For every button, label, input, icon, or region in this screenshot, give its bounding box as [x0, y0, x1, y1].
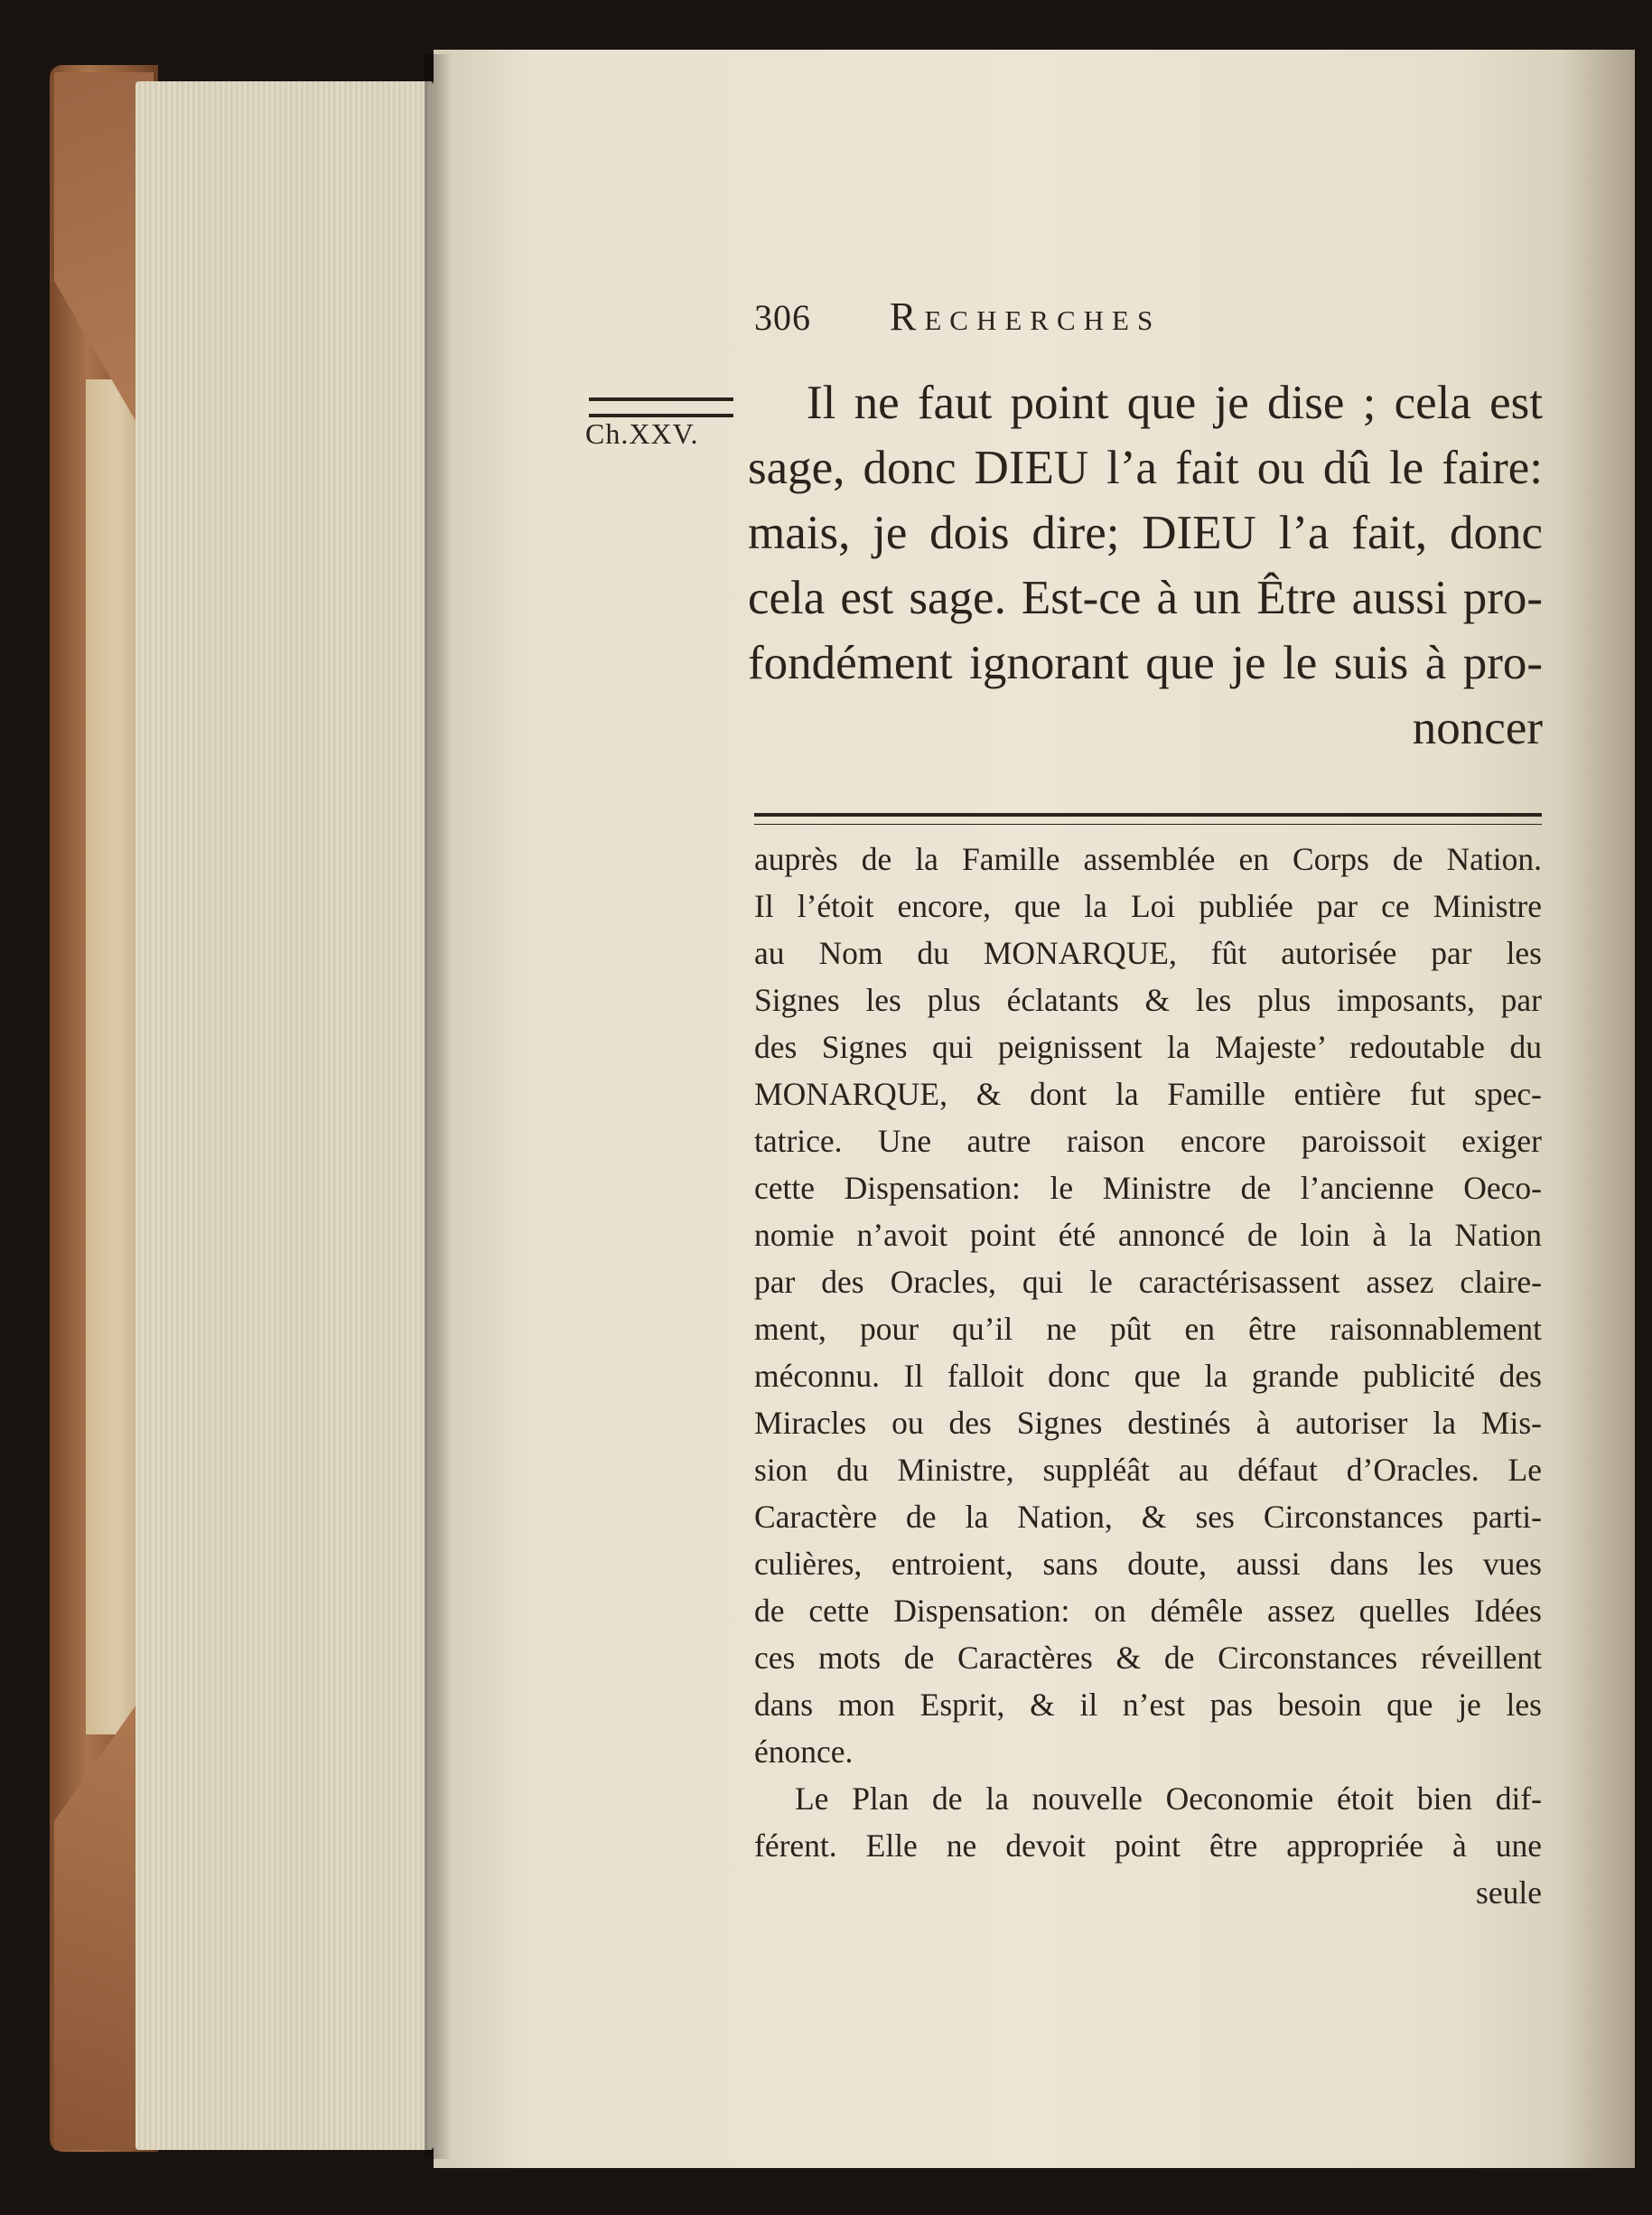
- running-head: [754, 294, 1386, 348]
- footnote-line: sion du Ministre, suppléât au défaut d’Oracles. Le: [754, 1452, 1542, 1488]
- footnote-line: tatrice. Une autre raison encore paroissoit exiger: [754, 1123, 1542, 1159]
- footnote-line: Miracles ou des Signes destinés à autoriser la Mis-: [754, 1405, 1542, 1441]
- footnote-line: nomie n’avoit point été annoncé de loin à la Nation: [754, 1217, 1542, 1253]
- gutter-shadow: [425, 54, 452, 2159]
- footnote-line: Il l’étoit encore, que la Loi publiée par ce Ministre: [754, 888, 1542, 924]
- page-shade: [1563, 50, 1635, 2168]
- footnote-catchword: seule: [1476, 1874, 1542, 1911]
- running-title: Recherches: [890, 294, 1162, 339]
- footnote-line: des Signes qui peignissent la Majeste’ redoutable du: [754, 1029, 1542, 1065]
- main-text: [748, 370, 1543, 761]
- footnote-line: MONARQUE, & dont la Famille entière fut spec-: [754, 1076, 1542, 1112]
- main-text-line: cela est sage. Est-ce à un Être aussi pro-: [748, 572, 1543, 624]
- footnote-line: Le Plan de la nouvelle Oeconomie étoit bien dif-: [795, 1780, 1542, 1817]
- footnote-line: ment, pour qu’il ne pût en être raisonnablement: [754, 1311, 1542, 1347]
- footnote-line: ces mots de Caractères & de Circonstances réveillent: [754, 1640, 1542, 1676]
- footnote-line: méconnu. Il falloit donc que la grande publicité des: [754, 1358, 1542, 1394]
- page-number: 306: [754, 297, 811, 338]
- footnote-line: par des Oracles, qui le caractérisassent assez claire-: [754, 1264, 1542, 1300]
- footnote-line: Signes les plus éclatants & les plus imposants, par: [754, 982, 1542, 1018]
- footnote-rule: [754, 813, 1542, 825]
- footnote-line: au Nom du MONARQUE, fût autorisée par les: [754, 935, 1542, 971]
- footnote-line: culières, entroient, sans doute, aussi dans les vues: [754, 1546, 1542, 1582]
- page-edges: [135, 81, 434, 2150]
- main-text-line: sage, donc DIEU l’a fait ou dû le faire:: [748, 442, 1543, 494]
- margin-rule: [589, 397, 733, 417]
- footnote-line: férent. Elle ne devoit point être appropriée à une: [754, 1827, 1542, 1864]
- main-text-line: fondément ignorant que je le suis à pro-: [748, 637, 1543, 689]
- footnote-line: Caractère de la Nation, & ses Circonstances parti-: [754, 1499, 1542, 1535]
- footnote-line: cette Dispensation: le Ministre de l’ancienne Oeco-: [754, 1170, 1542, 1206]
- main-text-line: Il ne faut point que je dise ; cela est: [807, 377, 1543, 429]
- chapter-margin-note: Ch.XXV.: [585, 417, 699, 450]
- main-text-catchword: noncer: [1412, 702, 1543, 754]
- footnote-line: énonce.: [754, 1734, 854, 1770]
- main-text-line: mais, je dois dire; DIEU l’a fait, donc: [748, 507, 1543, 559]
- footnote-text: [754, 836, 1542, 1916]
- footnote-line: auprès de la Famille assemblée en Corps de Nation.: [754, 841, 1542, 877]
- footnote-line: de cette Dispensation: on démêle assez quelles Idées: [754, 1593, 1542, 1629]
- footnote-line: dans mon Esprit, & il n’est pas besoin que je les: [754, 1687, 1542, 1723]
